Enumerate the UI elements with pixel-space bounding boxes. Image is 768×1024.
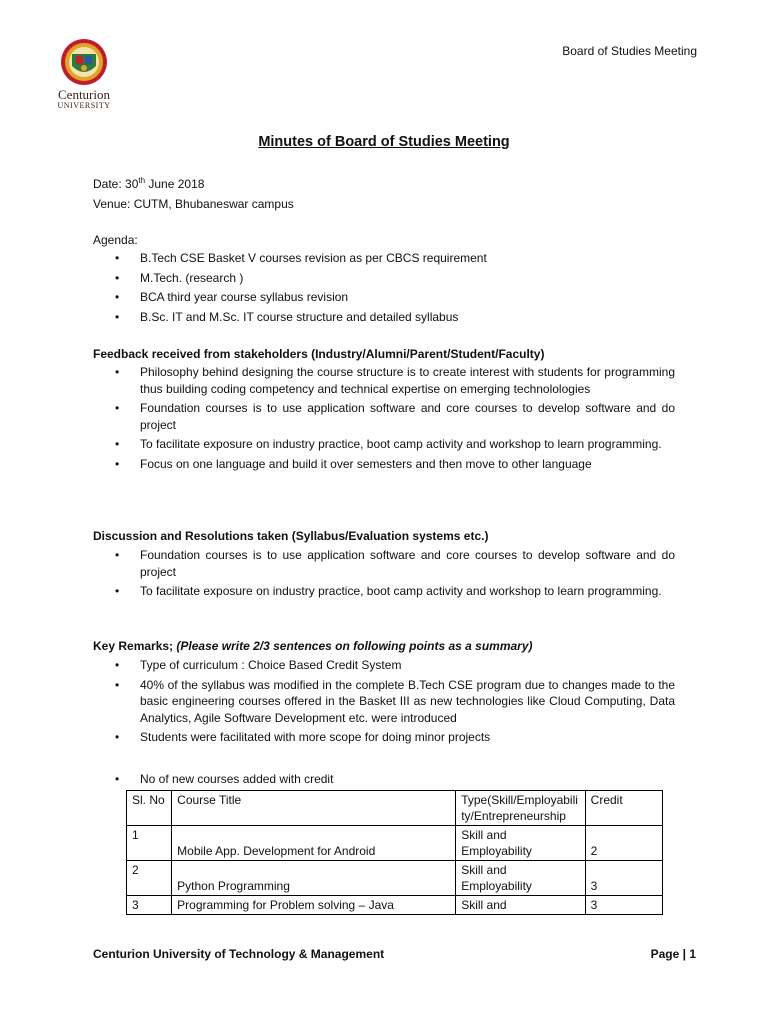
cell-title: Programming for Problem solving – Java bbox=[172, 896, 456, 915]
feedback-list bbox=[115, 364, 675, 475]
cell-sl: 2 bbox=[127, 861, 172, 896]
cell-credit: 2 bbox=[585, 826, 662, 861]
list-item: • Philosophy behind designing the course structure is to create interest with students for programming thus building coding competency and technical expertise on emerging technolologies bbox=[115, 364, 675, 397]
date-label: Date: 30 bbox=[93, 177, 139, 191]
list-item: • Focus on one language and build it over semesters and then move to other language bbox=[115, 456, 675, 473]
feedback-heading: Feedback received from stakeholders (Industry/Alumni/Parent/Student/Faculty) bbox=[93, 347, 545, 361]
logo-name: Centurion bbox=[58, 87, 110, 102]
header-cell-title: Course Title bbox=[172, 791, 456, 826]
cell-type: Skill and Employability bbox=[456, 861, 585, 896]
cell-sl: 3 bbox=[127, 896, 172, 915]
university-emblem-icon bbox=[52, 38, 116, 88]
list-item: • To facilitate exposure on industry practice, boot camp activity and workshop to learn programming. bbox=[115, 436, 675, 453]
remarks-heading-text: Key Remarks; bbox=[93, 639, 174, 653]
meeting-venue: Venue: CUTM, Bhubaneswar campus bbox=[93, 197, 294, 211]
list-item: • Foundation courses is to use application software and core courses to develop software and do project bbox=[115, 400, 675, 433]
list-item: • 40% of the syllabus was modified in the complete B.Tech CSE program due to changes made to the basic engineering courses offered in the Basket III as new technologies like Cloud Computing, Data Analytics, Agile Software Development etc. were introduced bbox=[115, 677, 675, 727]
date-rest: June 2018 bbox=[145, 177, 205, 191]
list-item: • No of new courses added with credit bbox=[115, 771, 675, 788]
discussion-heading: Discussion and Resolutions taken (Syllabus/Evaluation systems etc.) bbox=[93, 529, 489, 543]
page-title: Minutes of Board of Studies Meeting bbox=[258, 134, 510, 150]
table-row bbox=[127, 896, 663, 915]
cell-type: Skill and Employability bbox=[456, 826, 585, 861]
date-suffix: th bbox=[138, 176, 146, 185]
remarks-heading bbox=[93, 638, 533, 654]
cell-type: Skill and bbox=[456, 896, 585, 915]
list-item: • Students were facilitated with more scope for doing minor projects bbox=[115, 729, 675, 746]
new-courses-table bbox=[126, 790, 663, 915]
discussion-list bbox=[115, 547, 675, 603]
footer-university: Centurion University of Technology & Management bbox=[93, 947, 385, 961]
table-row bbox=[127, 826, 663, 861]
remarks-list bbox=[115, 657, 675, 749]
list-item: • To facilitate exposure on industry practice, boot camp activity and workshop to learn programming. bbox=[115, 583, 675, 600]
header-cell-credit: Credit bbox=[585, 791, 662, 826]
cell-credit: 3 bbox=[585, 896, 662, 915]
cell-title: Python Programming bbox=[172, 861, 456, 896]
remarks-heading-note: (Please write 2/3 sentences on following points as a summary) bbox=[176, 639, 533, 653]
table-row bbox=[127, 861, 663, 896]
list-item: • B.Tech CSE Basket V courses revision as per CBCS requirement bbox=[115, 250, 675, 267]
courses-list bbox=[115, 771, 675, 791]
header-doc-title: Board of Studies Meeting bbox=[562, 44, 697, 58]
cell-credit: 3 bbox=[585, 861, 662, 896]
footer-page-number: Page | 1 bbox=[650, 947, 696, 961]
agenda-heading: Agenda: bbox=[93, 233, 138, 247]
list-item: • Type of curriculum : Choice Based Credit System bbox=[115, 657, 675, 674]
meeting-date bbox=[93, 176, 204, 192]
cell-sl: 1 bbox=[127, 826, 172, 861]
table-header-row bbox=[127, 791, 663, 826]
header-cell-type: Type(Skill/Employability/Entrepreneurship bbox=[456, 791, 585, 826]
logo-subtitle: UNIVERSITY bbox=[57, 101, 111, 110]
list-item: • Foundation courses is to use application software and core courses to develop software and do project bbox=[115, 547, 675, 580]
header-cell-sl: Sl. No bbox=[127, 791, 172, 826]
list-item: • B.Sc. IT and M.Sc. IT course structure and detailed syllabus bbox=[115, 309, 675, 326]
list-item: • M.Tech. (research ) bbox=[115, 270, 675, 287]
cell-title: Mobile App. Development for Android bbox=[172, 826, 456, 861]
agenda-list bbox=[115, 250, 675, 328]
list-item: • BCA third year course syllabus revision bbox=[115, 289, 675, 306]
university-logo bbox=[52, 38, 116, 114]
